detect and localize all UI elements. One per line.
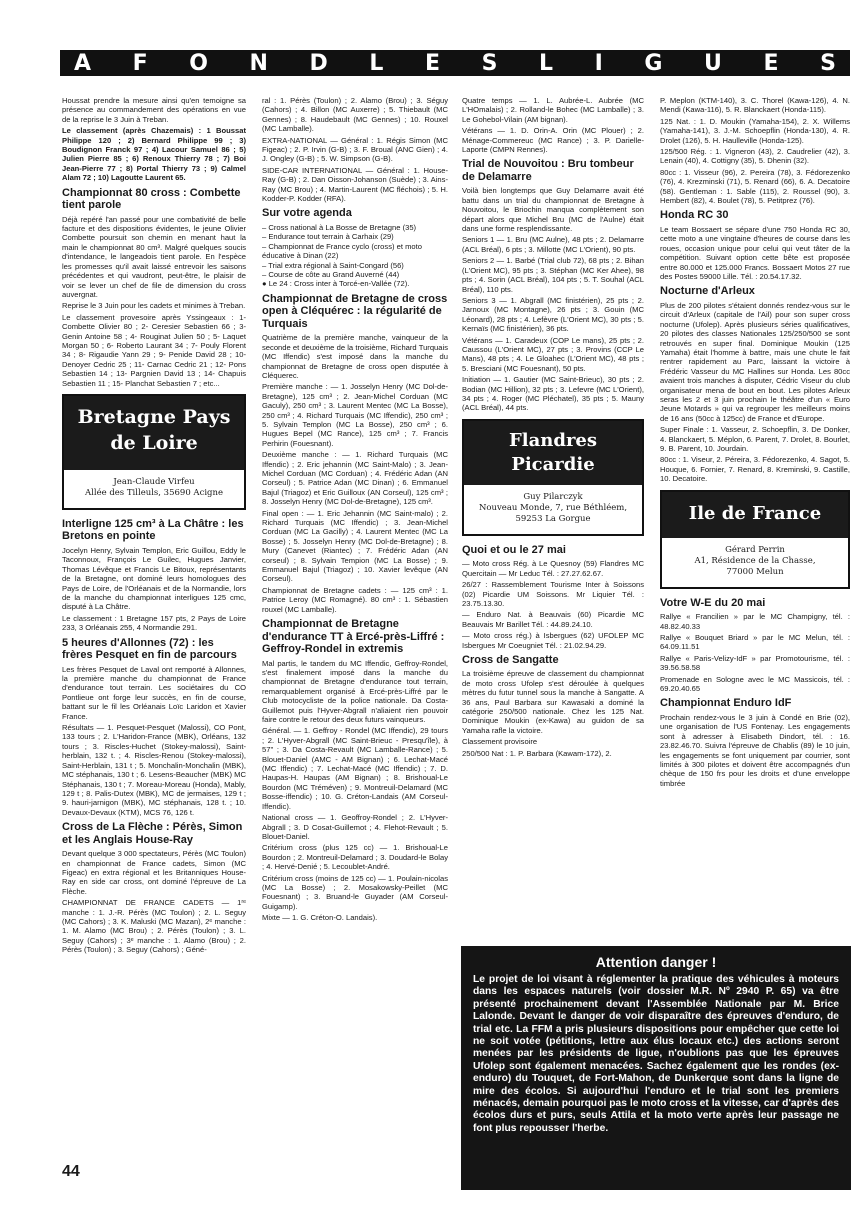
article-heading: Cross de La Flèche : Pérès, Simon et les Anglais House-Ray [62,821,243,846]
list-item: – Cross national à La Bosse de Bretagne (35) [262,222,417,232]
banner-letter: L [369,50,384,76]
article-heading: Championnat Enduro IdF [660,697,792,710]
column-4 [660,96,850,790]
region-title: Ile de France [662,492,848,538]
paragraph: La troisième épreuve de classement du championnat de moto cross Ufolep s'est déroulée à quelques mètres du futur tunnel sous la manche à Sangatte. A 36 ans, Paul Barbara sur Kawasaki a dominé la catégorie 250/500 nationale. Chez les 125 Nat. Dominique Moukin (ex-Kawa) au guidon de sa Yamaha rafle la victoire. [462,669,644,735]
banner-letter: N [249,50,268,76]
paragraph: Reprise le 3 Juin pour les cadets et minimes à Treban. [62,301,246,311]
article-heading: Championnat de Bretagne d'endurance TT à Ercé-près-Liffré : Geffroy-Rondel in extremis [262,618,445,656]
correspondent-address: A1, Résidence de la Chasse, [694,555,816,566]
paragraph: Déjà repéré l'an passé pour une combativité de belle facture et des dispositions évidentes, le jeune Olivier Combette poursuit son chemin en menant haut la main le championnat 80 cm³. Malgré quelques soucis d'intendance, le langeadois tient parole. En l'espèce les promesses qu'il avait laissé entrevoir les saisons précédentes et qui vaudront, peut-être, le plaisir de voir se lever un chef de file de dimension du cross auvergnat. [62,214,246,299]
paragraph: Devant quelque 3 000 spectateurs, Pérès (MC Toulon) en championnat de France cadets, Simon (MC Figeac) en extra régional et les Britanniques House-Ray en side car cross, ont dominé l'épreuve de La Flèche. [62,849,246,896]
paragraph: — Enduro Nat. à Beauvais (60) Picardie MC Beauvais Mr Barillet Tél. : 44.89.24.10. [462,610,644,629]
agenda-list [262,223,448,289]
paragraph: P. Meplon (KTM-140), 3. C. Thorel (Kawa-126), 4. N. Mendi (Kawa-116), 5. R. Blanckaert (Honda-115). [660,96,850,115]
paragraph: National cross — 1. Geoffroy-Rondel ; 2. L'Hyver-Abgrall ; 3. D Cosat-Guillemot ; 4. Flehot-Revault ; 5. Blouet-Daniel. [262,813,448,841]
article-heading: Championnat 80 cross : Combette tient parole [62,186,241,212]
article-heading: Nocturne d'Arleux [660,285,755,298]
paragraph: Deuxième manche : — 1. Richard Turquais (MC Iffendic) ; 2. Eric jehannin (MC Saint-Malo) ; 3. Jean-Michel Corduan (MC Corduan) ; 4. Frédéric Adan (AN Corseul) ; 5. Patrice Adan (MC Dinan) ; 6. Emmanuel Bajul (Triagoz) et Eric Guilloux (AN Corseul), 125 cm³ ; 8. Josselyn Henry (MC Dol-de-Bretagne), 125 cm³. [262,450,448,507]
article-heading: Votre W-E du 20 mai [660,596,766,609]
region-correspondent [662,538,848,587]
paragraph: Résultats — 1. Pesquet-Pesquet (Malossi), CO Pont, 133 tours ; 2. L'Haridon-France (MBK), Orléans, 132 tours ; 3. Riscles-Huchet (Stokey-malossi), Saint-herblain, 132 t. ; 4. Riscles-Renou (Stokey-malossi), Saint-Herblain, 131 t ; 5. Monchalin-Monchalin (MBK), MC stéphanais, 130 t ; 6. Lesens-Beaucher (MBK) MC Stéphanais, 130 t ; 7. Moreau-Moreau (Honda), Mably, 129 t ; 8. Palis-Dutex (MBK), MC de jermaises, 129 t ; 9. hauri-jarnigon (MBK), MC stéphanais, 128 t. ; 10. Devaux-Devaux (KTM), MCS 76, 126 t. [62,723,246,817]
correspondent-address: Nouveau Monde, 7, rue Béthléem, [478,502,628,513]
paragraph: 250/500 Nat : 1. P. Barbara (Kawam-172), 2. [462,748,612,758]
paragraph: ral : 1. Pérès (Toulon) ; 2. Alamo (Brou) ; 3. Séguy (Cahors) ; 4. Billon (MC Auxerre) ; 5. Thiebault (MC Gennes) ; 8. Haudebault (MC Gennes) ; 10. Rouxel (MC Lamballe). [262,96,448,134]
attention-body: Le projet de loi visant à réglementer la pratique des véhicules à moteurs dans les espaces naturels (voir dossier M.R. Nº 2940 P. 65) va être présenté prochainement devant l'Assemblée Nationale par M. Brice Lalonde. Devant le danger de voir disparaître des épreuves d'enduro, de trial etc. La FFM a pris plusieurs dispositions pour empêcher que cette loi ne soit votée (pétitions, lettre aux élus locaux etc.) des actions seront menées par les présidents de ligue, n'oublions pas que les épreuves Ufolep sont également menacées. Sachez également que les rondes (ex-enduro) du Touquet, de Fort-Mahon, de Dunkerque sont dans la ligne de mire des écolos. Si aujourd'hui l'enduro et le trial sont les premiers ménacés, demain pourquoi pas le moto cross et la vitesse, car d'après des écolos durs et purs, seuls Attila et la moto verte après leur passage ne font plus repousser l'herbe. [473,974,839,1134]
region-box-bretagne [62,394,246,510]
attention-box [461,946,851,1190]
correspondent-name: Guy Pilarczyk [523,491,583,502]
paragraph: EXTRA-NATIONAL — Général : 1. Régis Simon (MC Figeac) ; 2. P. Irvin (G-B) ; 3. F. Broual (ANC Gien) ; 4. J. Ongley (G-B) ; 5. W. Simpson (G-B). [262,135,448,164]
banner-letter: D [309,50,328,76]
paragraph: Prochain rendez-vous le 3 juin à Condé en Brie (02), une organisation de l'US Fontenay. Les engagements sont à adresser à Elisabeth Dindort, tél. : 16. 23.82.46.70. Suivra l'épreuve de Chablis (89) le 10 juin, les engagements se font uniquement par courrier, sont limités à 300 pilotes et doivent être accompagnés d'un chèque de 150 frs pour les droits et d'une enveloppe timbrée [660,712,850,788]
paragraph: Le classement provesoire après Yssingeaux : 1- Combette Olivier 80 ; 2- Ceresier Sebastien 66 ; 3- Genin Antoine 58 ; 4- Rouginat Julien 50 ; 5- Laquet Morgan 50 ; 6- Roberto Laurant 34 ; 7- Pouly Florent 34 ; 8- Rigaudie Yann 29 ; 9- Penide David 28 ; 10- Denoyer Cedric 25 ; 11- Carnac Cedric 21 ; 12- Pons Sebastien 14 ; 13- Pargnien David 13 ; 14- Chapuis Sebastien 11 ; 15- Planchat Sebastien 7 ; etc... [62,312,246,388]
list-item: – Championnat de France cyclo (cross) et moto éducative à Dinan (22) [262,241,422,261]
paragraph: Le classement (après Chazemais) : 1 Boussat Philippe 120 ; 2) Bernard Philippe 99 ; 3) Boudignon Franck 97 ; 4) Lacour Samuel 86 ; 5) Julien Pierre 85 ; 6) Renoux Thierry 78 ; 7) Boi Jean-Pierre 77 ; 8) Portal Thierry 73 ; 9) Calmel Alam 72 ; 10) Lagoutte Laurent 65. [62,126,246,183]
banner-letter: A [74,50,92,76]
paragraph: Promenade en Sologne avec le MC Massicois, tél. : 69.20.40.65 [660,674,850,693]
paragraph: Critérium cross (plus 125 cc) — 1. Brishoual-Le Bourdon ; 2. Montreuil-Delamard ; 3. Doudard-le Bolay ; 4. Hervé-Denié ; 5. Lecoublet-André. [262,843,448,872]
paragraph: Le classement : 1 Bretagne 157 pts, 2 Pays de Loire 233, 3 Orléanais 255, 4 Normandie 291. [62,613,246,633]
banner-letter: O [189,50,208,76]
paragraph: 125/500 Rég. : 1. Vigneron (43), 2. Caudrelier (42), 3. Lenain (40), 4. Cottigny (35), 5. Dhenin (32). [660,147,850,166]
paragraph: Général. — 1. Geffroy - Rondel (MC Iffendic), 29 tours ; 2. L'Hyver-Abgrall (MC Saint-Brieuc - Presqu'île), à 57'' ; 3. Da Costa-Revault (MC Lamballe-Rance) ; 5. Blouet-Daniel (AMC - AM Bignan) ; 6. Lechat-Macé (MC Iffendic) ; 7. Lechat-Macé (MC Iffendic) ; 7. D. Haupas-H. Haupas (AM Bignan) ; 8. Brishoual-Le Bourdon (MC Tréméven) ; 9. Montreuil-Delamard (MC Bosse-iffendic) ; 10. G. Créton-Landais (AM Corseul-Iffendic). [262,726,448,811]
page-number: 44 [62,1163,80,1180]
list-item: ● Le 24 : Cross inter à Torcé-en-Vallée (72). [262,279,410,289]
list-item: – Course de côte au Grand Auverné (44) [262,270,400,279]
banner-letter: S [820,50,836,76]
correspondent-name: Jean-Claude Virfeu [113,476,195,487]
correspondent-address: 77000 Melun [726,566,784,577]
paragraph: Seniors 1 — 1. Bru (MC Aulne), 48 pts ; 2. Delamarre (ACL Bréal), 6 pts ; 3. Millotte (MC L'Orient), 90 pts. [462,235,644,254]
banner-letter: E [763,50,779,76]
paragraph: 80cc : 1. Viseur, 2. Péreira, 3. Fédorezenko, 4. Sagot, 5. Houque, 6. Fornier, 7. Renard, 8. Kreminski, 9. Castille, 10. Decatoire. [660,455,850,484]
banner-letter: S [481,50,498,76]
paragraph: Vétérans — 1. Caradeux (COP Le mans), 25 pts ; 2. Caussou (L'Orient MC), 27 pts ; 3. Provins (CCP Le Mans), 48 pts ; 4. Le Gloahec (L'Orient MC), 48 pts ; 5. Bresciani (MC Fouesnant), 50 pts. [462,335,644,373]
paragraph: Mixte — 1. G. Créton-O. Landais). [262,913,378,923]
paragraph: SIDE-CAR INTERNATIONAL — Général : 1. House-Ray (G-B) ; 2. Dan Oisson-Johanson (Suède) ; 3. Ains-Ray (MC Brou) ; 4. Martin-Laurent (MC fléchois) ; 5. H. Kodder-P. Kodder (RFA). [262,165,448,204]
article-heading: Quoi et ou le 27 mai [462,543,566,556]
paragraph: 26/27 : Rassemblement Tourisme Inter à Soissons (02) Picardie UM Soissons. Mr Liquier Tél. : 23.75.13.30. [462,580,644,608]
banner-letter: E [424,50,440,76]
paragraph: Houssat prendre la mesure ainsi qu'en temoigne sa présence au commandement des opérations en vue de la reprise le 3 Juin à Treban. [62,96,246,124]
paragraph: 125 Nat. : 1. D. Moukin (Yamaha-154), 2. X. Willems (Yamaha-141), 3. J.-M. Schoepflin (Honda-130), 4. R. Drolet (126), 5. H. Haulleville (Honda-125). [660,116,850,145]
article-heading: Cross de Sangatte [462,653,559,666]
article-heading: Championnat de Bretagne de cross open à Cléquérec : la régularité de Turquais [262,292,448,330]
paragraph: CHAMPIONNAT DE FRANCE CADETS — 1ʳᵉ manche : 1. J.-R. Pérès (MC Toulon) ; 2. L. Seguy (MC Cahors) ; 3. K. Maluski (MC Mazan), 2ᵉ manche : 1. M. Alamo (MC Brou) ; 2. Pérès (Toulon) ; 3. L. Seguy (Cahors) ; 3ᵉ manche : 1. Alamo (Brou) ; 2. Pérès (Toulon) ; 3. Seguy (Cahors) ; Géné- [62,898,246,955]
paragraph: Seniors 2 — 1. Barbé (Trial club 72), 68 pts ; 2. Bihan (L'Orient MC), 95 pts ; 3. Stéphan (MC Ker Ahee), 98 pts ; 4. Sorin (ACL Bréal), 104 pts ; 5. T. Souhal (ACL Bréal), 110 pts. [462,256,644,294]
article-heading: Trial de Nouvoitou : Bru tombeur de Delamarre [462,158,634,183]
correspondent-address: Allée des Tilleuls, 35690 Acigne [85,487,223,498]
paragraph: Final open : — 1. Eric Jehannin (MC Saint-malo) ; 2. Richard Turquais (MC Iffendic) ; 3. Jean-Michel Corduan (MC La Gacilly) ; 4. Laurent Mentec (MC La Bosse) ; 5. Josselyn Henry (MC Dol-de-Bretagne) ; 8. Mury (Canevet (Riantec) ; 7. Frédéric Adan (AN corseul) ; 8. Sylvain Tempion (MC La Bosse) ; 9. Emmanuel Bajul (Triagoz) ; 10. Xavier levêque (AN Corseul). [262,508,448,584]
paragraph: — Moto cross Rég. à Le Quesnoy (59) Flandres MC Quercitain — Mr Leduc Tél. : 27.27.62.67. [462,559,644,578]
section-banner [60,50,850,76]
paragraph: Jocelyn Henry, Sylvain Templon, Eric Guillou, Eddy le Taconnoux, François Le Guilec, Hugues Janvier, Thomas Lévêque et Francis Le Bitoux, représentants de la Bretagne, ont dominé leurs homologues des Pays de Loire, de l'Orléanais et de la Normandie, lors de la manche du championnat interligues 125 cmc, disputé à La Châtre. [62,545,246,612]
paragraph: Seniors 3 — 1. Abgrall (MC finistérien), 25 pts ; 2. Jarnoux (MC Montagne), 26 pts ; 3. Gouin (MC Léonard), 28 pts ; 4. Lefèvre (L'Orient MC), 30 pts ; 5. Kernaïs (MC finistérien), 36 pts. [462,295,644,334]
banner-letter: U [704,50,722,76]
region-title: Bretagne Pays de Loire [64,396,244,470]
paragraph: Vétérans — 1. D. Orin-A. Orin (MC Plouer) ; 2. Ménage-Commereuc (MC Rance) ; 3. P. Darielle-Laporte (CMPN Rennes). [462,126,644,155]
region-title: Flandres Picardie [464,421,642,485]
article-heading: 5 heures d'Allonnes (72) : les frères Pesquet en fin de parcours [62,636,237,662]
paragraph: Super Finale : 1. Vasseur, 2. Schoepflin, 3. De Donker, 4. Blanckaert, 5. Méplon, 6. Parent, 7. Drolet, 8. Bourlet, 9. B. Parent, 10. Jourdain. [660,425,850,453]
paragraph: Le team Bossaert se sépare d'une 750 Honda RC 30, cette moto a une vingtaine d'heures de course dans les roues, occasion unique pour celui qui veut tâter de la compétition. Suivant option cette bête est proposée entre 80.000 et 125.000 Francs. Bossaert Motos 27 rue des Postes 59000 Lille. Tél. : 20.54.17.32. [660,224,850,281]
banner-letter: I [594,50,603,76]
paragraph: — Moto cross rég.) à Isbergues (62) UFOLEP MC Isbergues Mr Coeugniet Tél. : 21.02.94.29. [462,631,644,650]
region-correspondent [64,470,244,508]
region-correspondent [464,485,642,534]
article-heading: Interligne 125 cm³ à La Châtre : les Bretons en pointe [62,517,244,543]
article-heading: Sur votre agenda [262,207,352,220]
list-item: – Trial extra régional à Saint-Congard (56) [262,260,404,270]
paragraph: Les frères Pesquet de Laval ont remporté à Allonnes, la première manche du championnat de France d'endurance tout terrain. Les sociétaires du CO Pontlieue ont forge leur succès, en fin de course, battant sur le fil les Orléanais Loïc Laridon et Xavier France. [62,664,246,721]
region-box-ile-de-france [660,490,850,589]
paragraph: Quatrième de la première manche, vainqueur de la seconde et deuxième de la troisième, Richard Turquais (MC Iffendic) s'est imposé dans la manche du championnat de Bretagne de cross open disputée à Cléquerec. [262,333,448,380]
paragraph: Critérium cross (moins de 125 cc) — 1. Poulain-nicolas (MC La Bosse) ; 2. Mosakowsky-Peillet (MC Fouesnant) ; 3. Bruand-le Guyader (AM Corseul-Guigamp). [262,873,448,911]
paragraph: Rallye « Bouquet Briard » par le MC Melun, tél. : 64.09.11.51 [660,632,850,652]
paragraph: Mal partis, le tandem du MC Iffendic, Geffroy-Rondel, s'est finalement imposé dans la manche du championnat de Bretagne d'endurance tout terrain, remarquablement organisé à Ercé-près-Liffré par le Club motocycliste de la police nationale. Da Costa-Guillemot puis l'Hyver-Abgrall n'aliaient rien pouvoir faire contre le retour des deux futurs vainqueurs. [262,658,448,725]
column-1 [62,96,246,957]
paragraph: Initiation — 1. Gautier (MC Saint-Brieuc), 30 pts ; 2. Bodian (MC Hillion), 32 pts ; 3. Lefevre (MC L'Orient), 34 pts ; 4. Roger (MC Pléchatel), 35 pts ; 5. Mauny (ACL Bréal), 44 pts. [462,375,644,413]
banner-letter: G [644,50,663,76]
paragraph: Voilà bien longtemps que Guy Delamarre avait été battu dans un trial du championnat de Bretagne à Nouvoitou, le Briochin manqua complètement son départ alors que Michel Bru (MC de l'Aulne) était dans une forme resplendissante. [462,186,644,234]
paragraph: Classement provisoire [462,737,538,747]
paragraph: Première manche : — 1. Josselyn Henry (MC Dol-de-Bretagne), 125 cm³ ; 2. Jean-Michel Corduan (MC Gaculy), 250 cm³ ; 3. Laurent Mentec (MC La Bosse), 250 cm³ ; 4. Richard Turquais (MC Iffendic), 250 cm³ ; 5. Sylvain Templon (MC La Bosse), 250 cm³ ; 6. Hugues Bepel (MC Rance), 125 cm³ ; 7. Francis Perhirin (Fouesnant). [262,382,448,448]
column-3 [462,96,644,760]
paragraph: 80cc : 1. Visseur (96), 2. Pereira (78), 3. Fédorezenko (76), 4. Krezminski (71), 5. Renard (66), 6. A. Decatoire (58). Gentleman : 1. Sable (115), 2. Roussel (90), 3. Hembert (82), 4. Boulet (78), 5. Petitprez (76). [660,167,850,206]
attention-title: Attention danger ! [595,954,717,970]
paragraph: Rallye « Paris-Velizy-IdF » par Promotourisme, tél. : 39.56.58.58 [660,653,850,673]
banner-letter: L [539,50,554,76]
paragraph: Championnat de Bretagne cadets : — 125 cm³ : 1. Patrice Leroy (MC Romagné). 80 cm³ : 1. Sébastien rouxel (MC Lamballe). [262,585,448,614]
article-heading: Honda RC 30 [660,209,729,222]
paragraph: Rallye « Francilien » par le MC Champigny, tél. : 48.82.40.33 [660,612,850,631]
column-2 [262,96,448,925]
banner-letter: F [132,50,148,76]
correspondent-name: Gérard Perrin [725,544,785,555]
paragraph: Plus de 200 pilotes s'étaient donnés rendez-vous sur le circuit d'Arleux (capitale de l'Ail) pour son super cross nocturne (Ufolep). Après plusieurs séries qualificatives, 20 pilotes des classes Nationales 125/250/500 se sont retrouvés en super final. Dominique Moukin (125 Yamaha) était l'homme à battre, mais une chute le fait rentrer rapidement au Parc, laissant la victoire à Frédéric Vasseur du MC Hallines sur Honda. Les 80cc avaient trois manches à disputer, Cédric Viseur du club organisateur mena de bout en bout. Les pilotes Arleux seras les 2 et 3 juin prochain le théâtre d'un « Euro Jeune Motards » qui va regrouper les meilleurs moins de 16 ans (50cc à 125cc) de France et d'Europe. [660,300,850,423]
region-box-flandres [462,419,644,536]
correspondent-address: 59253 La Gorgue [515,513,591,524]
list-item: – Endurance tout terrain à Carhaix (29) [262,232,394,242]
paragraph: Quatre temps — 1. L. Aubrée-L. Aubrée (MC L'HOmalais) ; 2. Rolland-le Bohec (MC Lamballe) ; 3. Le Gohebol-Vilain (AM bignan). [462,96,644,124]
